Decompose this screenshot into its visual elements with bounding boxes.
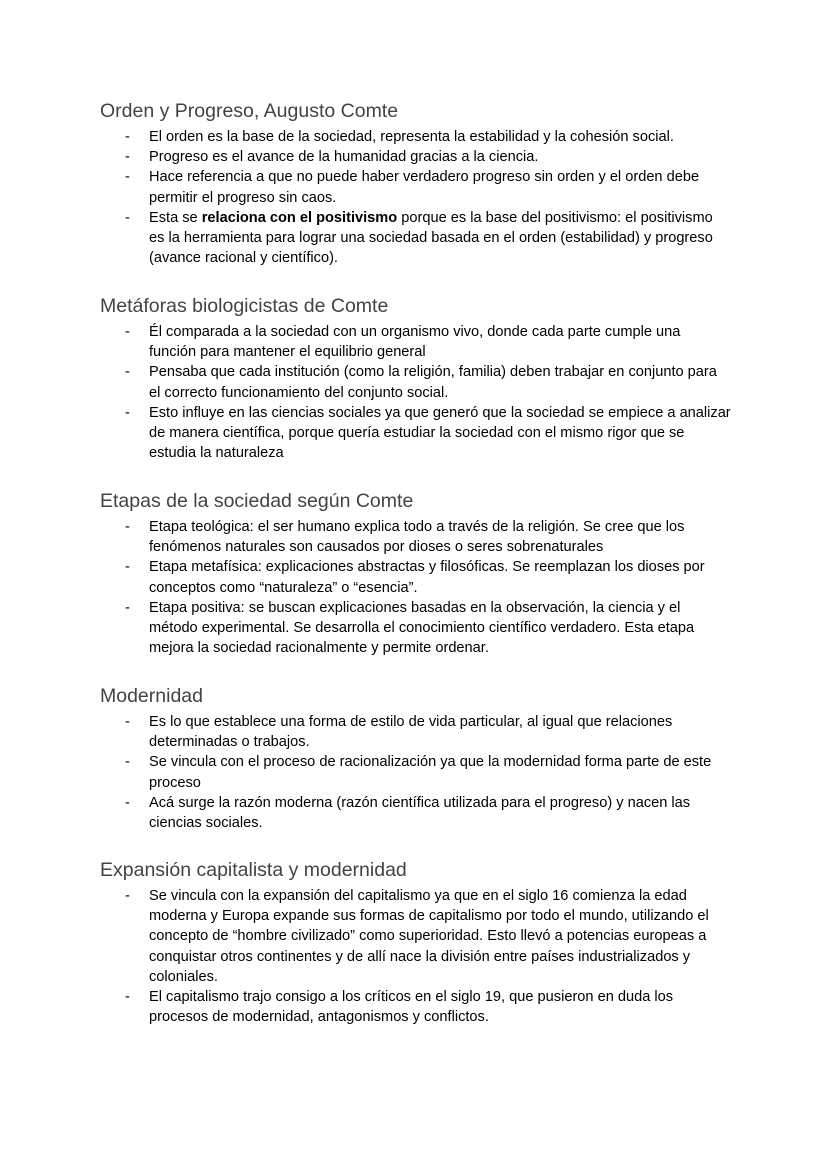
item-text: El orden es la base de la sociedad, representa la estabilidad y la cohesión social. (149, 129, 674, 145)
bullet-dash-icon: - (125, 129, 130, 145)
item-text: Pensaba que cada institución (como la religión, familia) deben trabajar en conjunto para el correcto funcionamiento del conjunto social. (149, 364, 717, 401)
section-heading: Orden y Progreso, Augusto Comte (100, 100, 399, 122)
bullet-dash-icon: - (125, 794, 130, 811)
item-text-bold: relaciona con el positivismo (201, 209, 398, 226)
list-item (100, 987, 731, 1027)
section-orden-y-progreso (100, 99, 740, 268)
list-item (100, 167, 731, 207)
list-item (100, 208, 731, 269)
bullet-list (100, 127, 740, 268)
list-item (100, 403, 731, 464)
bullet-dash-icon: - (125, 404, 130, 421)
item-text-pre: Esta se (149, 209, 202, 226)
bullet-list (100, 712, 740, 833)
bullet-dash-icon: - (125, 754, 130, 771)
bullet-dash-icon: - (125, 519, 130, 535)
list-item (100, 127, 731, 147)
item-text: Hace referencia a que no puede haber verdadero progreso sin orden y el orden debe permitir el progreso sin caos. (149, 169, 700, 206)
item-text: Es lo que establece una forma de estilo de vida particular, al igual que relaciones determinadas o trabajos. (149, 714, 673, 751)
list-item (100, 752, 731, 792)
item-text: Él comparada a la sociedad con un organismo vivo, donde cada parte cumple una función para mantener el equilibrio general (149, 324, 681, 361)
bullet-dash-icon: - (125, 169, 130, 186)
bullet-dash-icon: - (125, 559, 130, 576)
bullet-list (100, 517, 740, 658)
list-item (100, 362, 731, 402)
item-text: Etapa teológica: el ser humano explica todo a través de la religión. Se cree que los fenómenos naturales son causados por dioses o seres sobrenaturales (149, 519, 685, 556)
bullet-list (100, 886, 740, 1027)
section-expansion-capitalista (100, 858, 740, 1027)
item-text: Esto influye en las ciencias sociales ya que generó que la sociedad se empiece a analizar de manera científica, porque quería estudiar la sociedad con el mismo rigor que se estudia la naturaleza (149, 404, 731, 462)
section-metaforas-biologicistas (100, 294, 740, 463)
section-heading: Expansión capitalista y modernidad (100, 859, 407, 881)
section-heading: Modernidad (100, 685, 203, 707)
bullet-dash-icon: - (125, 714, 130, 730)
list-item (100, 322, 731, 362)
item-text: El capitalismo trajo consigo a los críticos en el siglo 19, que pusieron en duda los procesos de modernidad, antagonismos y conflictos. (149, 989, 674, 1026)
item-text: Etapa positiva: se buscan explicaciones basadas en la observación, la ciencia y el método experimental. Se desarrolla el conocimiento científico verdadero. Esta etapa mejora la sociedad racionalmente y permite ordenar. (149, 599, 695, 657)
bullet-dash-icon: - (125, 324, 130, 340)
bullet-dash-icon: - (125, 888, 130, 904)
bullet-dash-icon: - (125, 989, 130, 1006)
list-item (100, 712, 731, 752)
bullet-list (100, 322, 740, 463)
bullet-dash-icon: - (125, 599, 130, 616)
list-item (100, 557, 731, 597)
item-text: Se vincula con el proceso de racionalización ya que la modernidad forma parte de este proceso (149, 754, 712, 791)
item-text: Acá surge la razón moderna (razón científica utilizada para el progreso) y nacen las ciencias sociales. (149, 794, 691, 832)
list-item (100, 793, 731, 833)
item-text: Progreso es el avance de la humanidad gracias a la ciencia. (149, 149, 539, 166)
list-item (100, 598, 731, 659)
item-text: Etapa metafísica: explicaciones abstractas y filosóficas. Se reemplazan los dioses por conceptos como “naturaleza” o “esencia”. (149, 559, 705, 596)
bullet-dash-icon: - (125, 149, 130, 166)
bullet-dash-icon: - (125, 209, 130, 226)
section-modernidad (100, 684, 740, 833)
list-item (100, 517, 731, 557)
list-item (100, 147, 731, 167)
bullet-dash-icon: - (125, 364, 130, 381)
item-text: Se vincula con la expansión del capitalismo ya que en el siglo 16 comienza la edad moderna y Europa expande sus formas de capitalismo por todo el mundo, utilizando el concepto de “hombre civilizado” como superioridad. Esto llevó a potencias europeas a conquistar otros continentes y de allí nace la división entre países industrializados y coloniales. (149, 888, 709, 985)
list-item (100, 886, 731, 987)
item-text-post: porque es la base del positivismo: el positivismo es la herramienta para lograr una sociedad basada en el orden (estabilidad) y progreso (avance racional y científico). (149, 209, 713, 267)
section-heading: Metáforas biologicistas de Comte (100, 295, 389, 317)
section-heading: Etapas de la sociedad según Comte (100, 490, 414, 512)
section-etapas-de-la-sociedad (100, 489, 740, 658)
